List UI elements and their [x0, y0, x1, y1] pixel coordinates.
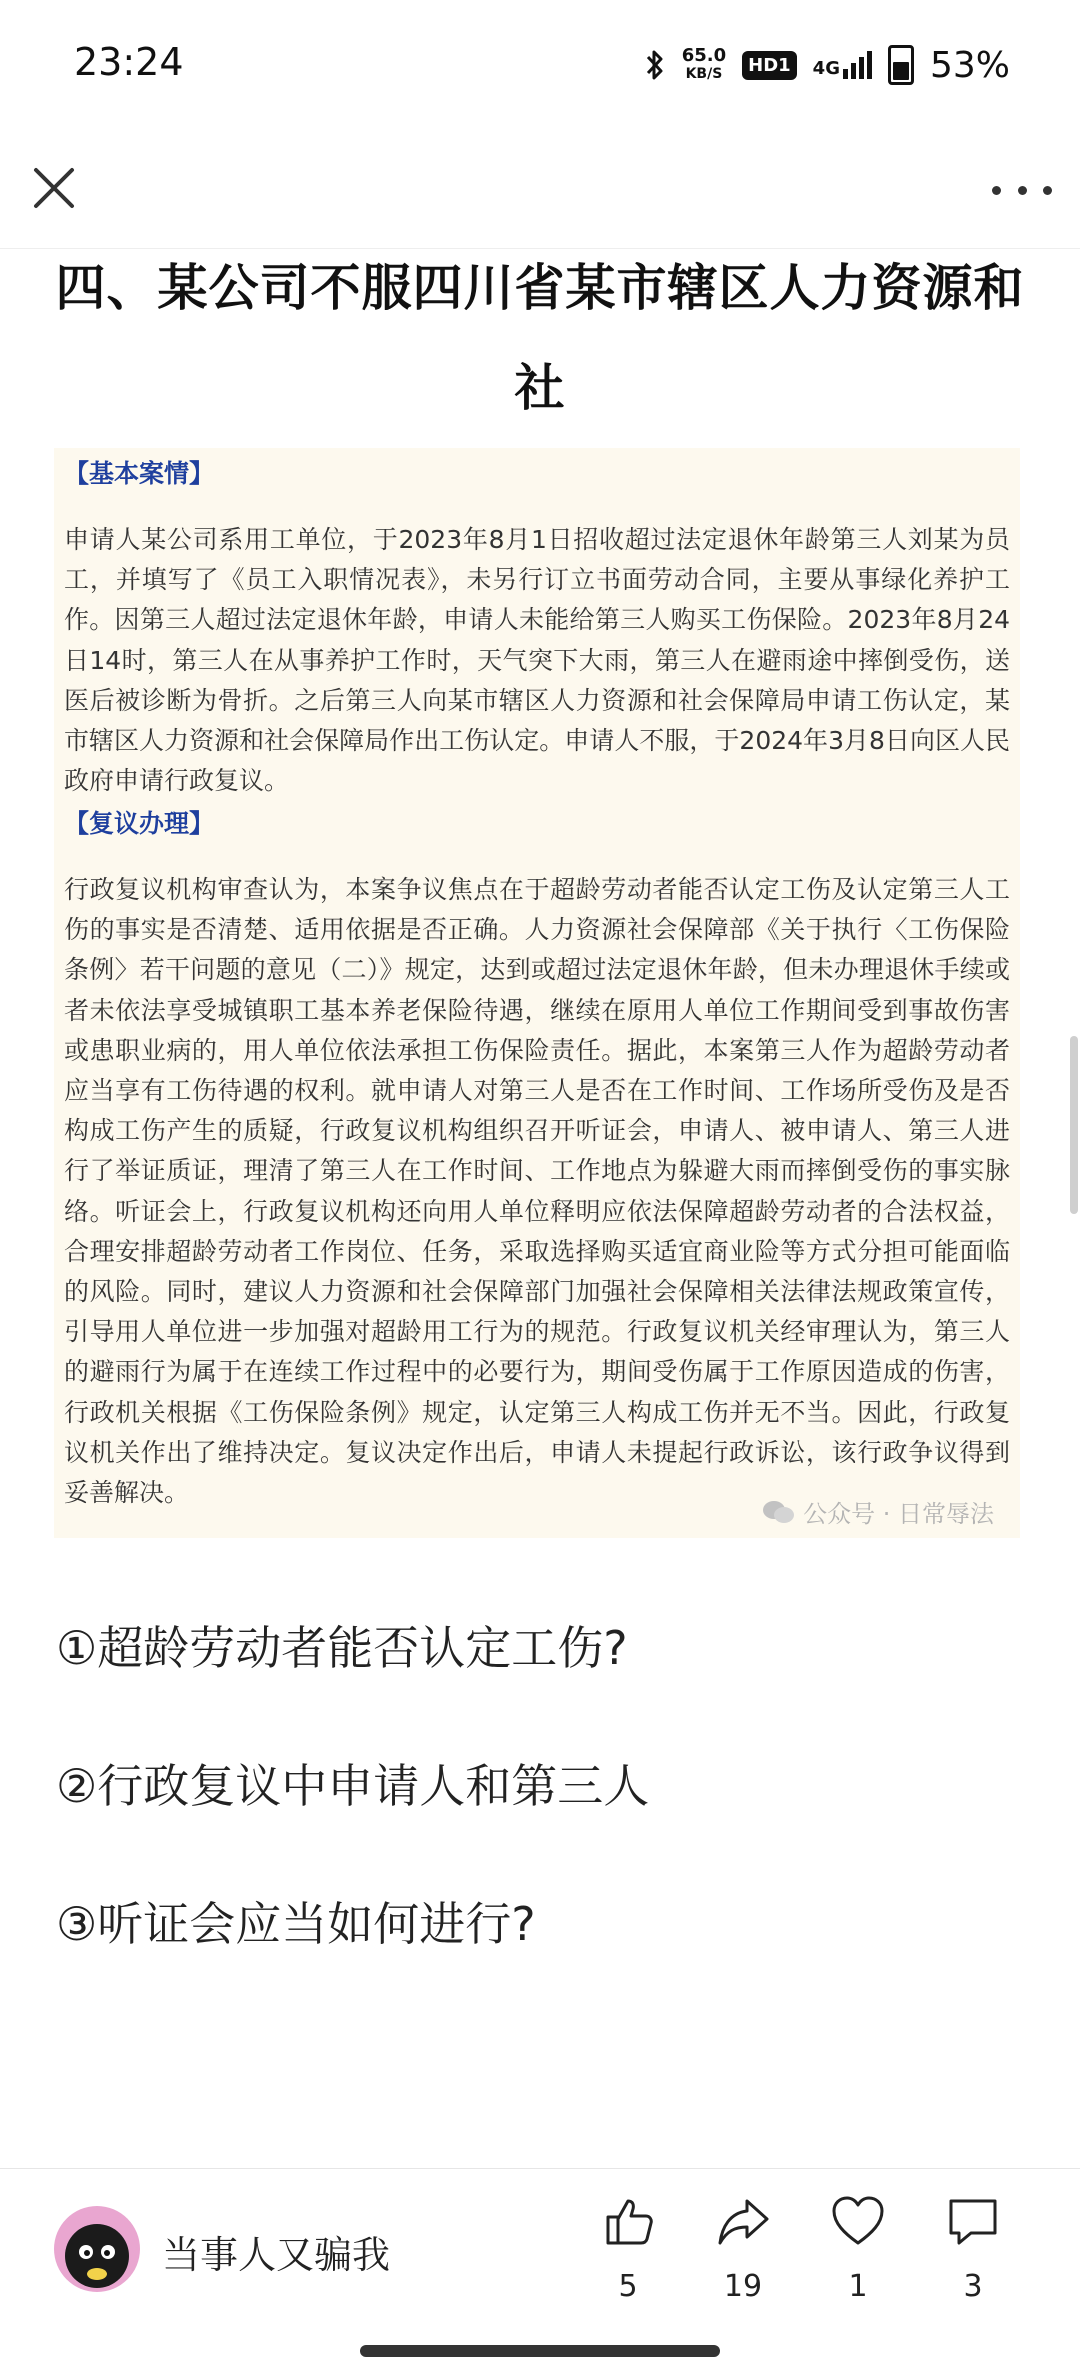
review-label: 【复议办理】 — [64, 809, 215, 838]
like-button[interactable] — [588, 2193, 668, 2304]
battery-icon — [888, 45, 914, 85]
battery-percent: 53% — [929, 44, 1010, 86]
watermark: 公众号 · 日常辱法 — [761, 1494, 994, 1529]
like-count: 5 — [618, 2269, 638, 2304]
scrollbar-thumb[interactable] — [1070, 1036, 1078, 1214]
home-indicator[interactable] — [360, 2345, 720, 2357]
share-button[interactable] — [703, 2193, 783, 2304]
more-options-button[interactable] — [992, 162, 1052, 218]
question-item: ②行政复议中申请人和第三人 — [56, 1759, 650, 1813]
top-bar — [0, 130, 1080, 249]
favorite-button[interactable] — [818, 2193, 898, 2304]
dot-icon — [1018, 186, 1027, 195]
comment-count: 3 — [963, 2269, 983, 2304]
status-bar — [0, 0, 1080, 130]
favorite-count: 1 — [848, 2269, 868, 2304]
wechat-icon — [761, 1499, 795, 1525]
case-card — [54, 448, 1020, 1538]
share-count: 19 — [723, 2269, 763, 2304]
share-icon — [715, 2193, 771, 2249]
avatar[interactable] — [54, 2206, 140, 2292]
comment-icon — [945, 2193, 1001, 2249]
bluetooth-icon — [644, 48, 666, 82]
comment-button[interactable] — [933, 2193, 1013, 2304]
avatar-icon — [54, 2206, 140, 2292]
question-item: ③听证会应当如何进行? — [56, 1897, 536, 1951]
clock: 23:24 — [74, 40, 184, 84]
close-icon[interactable] — [26, 160, 82, 216]
question-item: ①超龄劳动者能否认定工伤? — [56, 1621, 628, 1675]
bottom-action-bar — [0, 2168, 1080, 2376]
network-speed: 65.0 KB/S — [681, 45, 727, 82]
dot-icon — [1043, 186, 1052, 195]
hd-badge: HD1 — [742, 51, 797, 80]
dot-icon — [992, 186, 1001, 195]
signal-icon: 4G — [813, 51, 872, 79]
status-icons — [644, 40, 1010, 90]
thumbs-up-icon — [600, 2193, 656, 2249]
review-text: 行政复议机构审查认为，本案争议焦点在于超龄劳动者能否认定工伤及认定第三人工伤的事实是否清楚、适用依据是否正确。人力资源社会保障部《关于执行〈工伤保险条例〉若干问题的意见（二）》规定，达到或超过法定退休年龄，但未办理退休手续或者未依法享受城镇职工基本养老保险待遇，继续在原用人单位工作期间受到事故伤害或患职业病的，用人单位依法承担工伤保险责任。据此，本案第三人作为超龄劳动者应当享有工伤待遇的权利。就申请人对第三人是否在工作时间、工作场所受伤及是否构成工伤产生的质疑，行政复议机构组织召开听证会，申请人、被申请人、第三人进行了举证质证，理清了第三人在工作时间、工作地点为躲避大雨而摔倒受伤的事实脉络。听证会上，行政复议机构还向用人单位释明应依法保障超龄劳动者的合法权益，合理安排超龄劳动者工作岗位、任务，采取选择购买适宜商业险等方式分担可能面临的风险。同时，建议人力资源和社会保障部门加强社会保障相关法律法规政策宣传，引导用人单位进一步加强对超龄用工行为的规范。行政复议机关经审理认为，第三人的避雨行为属于在连续工作过程中的必要行为，期间受伤属于工作原因造成的伤害，行政机关根据《工伤保险条例》规定，认定第三人构成工伤并无不当。因此，行政复议机关作出了维持决定。复议决定作出后，申请人未提起行政诉讼，该行政争议得到妥善解决。 — [64, 875, 1010, 1508]
author-name[interactable]: 当事人又骗我 — [162, 2233, 391, 2277]
basic-facts-label: 【基本案情】 — [64, 459, 215, 488]
basic-facts-text: 申请人某公司系用工单位，于2023年8月1日招收超过法定退休年龄第三人刘某为员工，并填写了《员工入职情况表》，未另行订立书面劳动合同，主要从事绿化养护工作。因第三人超过法定退休年龄，申请人未能给第三人购买工伤保险。2023年8月24日14时，第三人在从事养护工作时，天气突下大雨，第三人在避雨途中摔倒受伤，送医后被诊断为骨折。之后第三人向某市辖区人力资源和社会保障局申请工伤认定，某市辖区人力资源和社会保障局作出工伤认定。申请人不服，于2024年3月8日向区人民政府申请行政复议。 — [64, 525, 1010, 796]
article-title: 四、某公司不服四川省某市辖区人力资源和社 — [55, 259, 1025, 417]
heart-icon — [830, 2193, 886, 2249]
